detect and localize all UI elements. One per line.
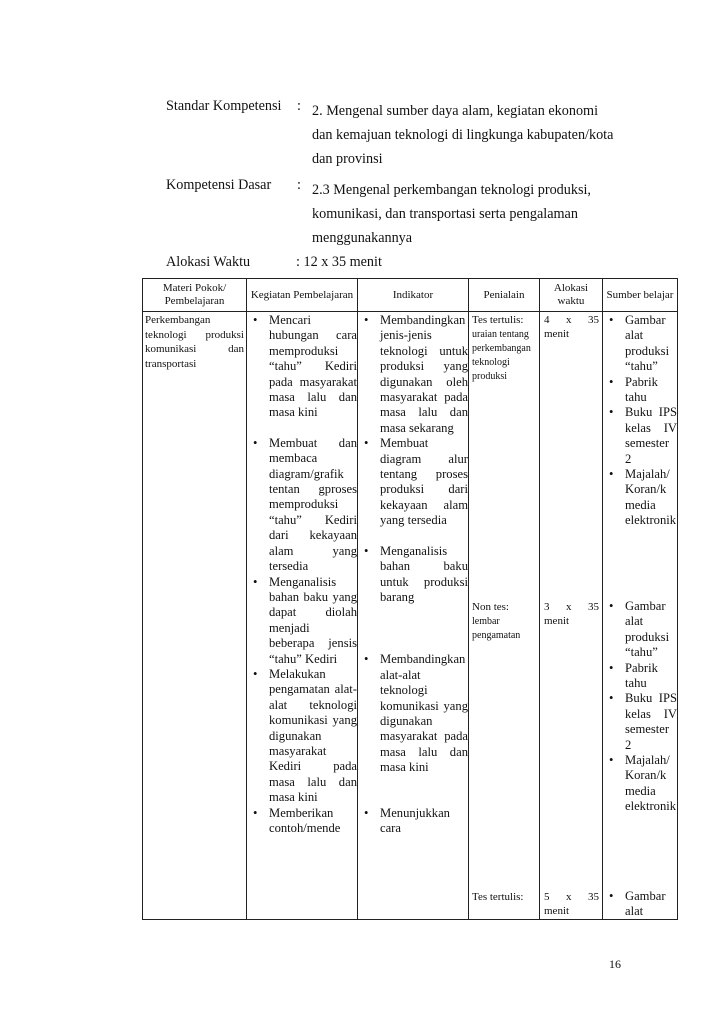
dasar-colon: : <box>297 177 301 193</box>
kegiatan-cell <box>247 312 358 920</box>
standar-label: Standar Kompetensi <box>166 98 282 114</box>
penilaian-3-title: Tes tertulis: <box>472 891 524 903</box>
list-item: • Menganalisis bahan baku untuk produksi barang <box>364 543 468 604</box>
alokasi-label: Alokasi Waktu <box>166 254 251 270</box>
standar-line-3: dan provinsi <box>312 151 383 167</box>
list-item: • Buku IPS kelas IV semester 2 <box>609 405 677 466</box>
list-item: • Membuat dan membaca diagram/grafik tentan gproses memproduksi “tahu” Kediri dari kekayaan alam yang tersedia <box>253 435 357 574</box>
materi-text: Perkembangan teknologi produksi komunikasi dan transportasi <box>145 314 244 370</box>
alokasi-2: 3 x 35 menit <box>544 601 599 627</box>
alokasi-cell <box>540 312 603 920</box>
bullet-icon: • <box>253 313 258 327</box>
list-item: • Membuat diagram alur tentang proses produksi dari kekayaan alam yang tersedia <box>364 436 468 528</box>
table-row <box>143 312 678 920</box>
penilaian-1 <box>469 312 539 385</box>
standar-colon: : <box>297 98 301 114</box>
bullet-icon: • <box>253 805 258 820</box>
bullet-icon: • <box>609 405 614 420</box>
penilaian-2-detail: lembar pengamatan <box>472 615 521 641</box>
list-item: • Majalah/ Koran/k media elektronik <box>609 467 677 528</box>
standar-line-2: dan kemajuan teknologi di lingkunga kabupaten/kota <box>312 127 614 143</box>
bullet-icon: • <box>253 666 258 681</box>
bullet-icon: • <box>364 805 369 820</box>
header-kegiatan: Kegiatan Pembelajaran <box>247 279 358 312</box>
dasar-line-3: menggunakannya <box>312 230 413 246</box>
sumber-list-3 <box>603 889 677 920</box>
dasar-label: Kompetensi Dasar <box>166 177 272 193</box>
list-item: • Mencari hubungan cara memproduksi “tahu” Kediri pada masyarakat masa lalu dan masa kini <box>253 313 357 420</box>
bullet-icon: • <box>364 652 369 667</box>
list-item: • Pabrik tahu <box>609 660 658 691</box>
list-item: • Membandingkan alat-alat teknologi komunikasi yang digunakan masyarakat pada masa lalu dan masa kini <box>364 652 468 775</box>
list-item: • Gambar alat <box>609 889 666 919</box>
list-item: • Buku IPS kelas IV semester 2 <box>609 691 677 752</box>
penilaian-3 <box>469 889 539 906</box>
alokasi-value: : 12 x 35 menit <box>296 254 382 270</box>
bullet-icon: • <box>609 691 614 706</box>
bullet-icon: • <box>609 753 614 768</box>
alokasi-1: 4 x 35 menit <box>544 314 599 340</box>
list-item: • Menunjukkan cara <box>364 805 450 835</box>
list-item: • Gambar alat produksi “tahu” <box>609 599 670 660</box>
header-materi: Materi Pokok/ Pembelajaran <box>143 279 247 312</box>
header-alokasi: Alokasi waktu <box>540 279 603 312</box>
materi-cell <box>143 312 247 920</box>
list-item: • Pabrik tahu <box>609 374 658 405</box>
indikator-list <box>358 312 468 836</box>
penilaian-2 <box>469 599 539 644</box>
bullet-icon: • <box>609 313 614 327</box>
table-header-row <box>143 279 678 312</box>
rpp-table <box>142 278 678 920</box>
bullet-icon: • <box>609 467 614 482</box>
kegiatan-list <box>247 312 357 836</box>
dasar-line-2: komunikasi, dan transportasi serta pengalaman <box>312 206 578 222</box>
header-sumber: Sumber belajar <box>603 279 678 312</box>
bullet-icon: • <box>364 313 369 327</box>
alokasi-3: 5 x 35 menit <box>544 891 599 917</box>
bullet-icon: • <box>253 435 258 450</box>
bullet-icon: • <box>609 599 614 613</box>
standar-value <box>312 99 626 171</box>
list-item: • Gambar alat produksi “tahu” <box>609 313 670 374</box>
bullet-icon: • <box>609 374 614 389</box>
sumber-list-2 <box>603 599 677 815</box>
list-item: • Menganalisis bahan baku yang dapat diolah menjadi beberapa jensis “tahu” Kediri <box>253 574 357 666</box>
list-item: • Membandingkan jenis-jenis teknologi untuk produksi yang digunakan oleh masyarakat pada masa lalu dan masa sekarang <box>364 313 468 435</box>
sumber-cell <box>603 312 678 920</box>
penilaian-cell <box>469 312 540 920</box>
bullet-icon: • <box>609 660 614 675</box>
bullet-icon: • <box>364 543 369 558</box>
list-item: • Majalah/ Koran/k media elektronik <box>609 753 677 814</box>
header-penilaian: Penialain <box>469 279 540 312</box>
page-number: 16 <box>609 957 621 971</box>
penilaian-1-title: Tes tertulis: <box>472 314 524 326</box>
indikator-cell <box>358 312 469 920</box>
standar-line-1: 2. Mengenal sumber daya alam, kegiatan ekonomi <box>312 103 599 119</box>
bullet-icon: • <box>609 889 614 903</box>
bullet-icon: • <box>364 436 369 451</box>
bullet-icon: • <box>253 574 258 589</box>
header-indikator: Indikator <box>358 279 469 312</box>
penilaian-1-detail: uraian tentang perkembangan teknologi produksi <box>472 328 531 382</box>
sumber-list-1 <box>603 313 677 529</box>
penilaian-2-title: Non tes: <box>472 601 509 613</box>
dasar-line-1: 2.3 Mengenal perkembangan teknologi produksi, <box>312 182 591 198</box>
list-item: • Memberikan contoh/mende <box>253 805 341 835</box>
dasar-value <box>312 178 626 250</box>
list-item: • Melakukan pengamatan alat-alat teknologi komunikasi yang digunakan masyarakat Kediri pada masa lalu dan masa kini <box>253 666 357 805</box>
